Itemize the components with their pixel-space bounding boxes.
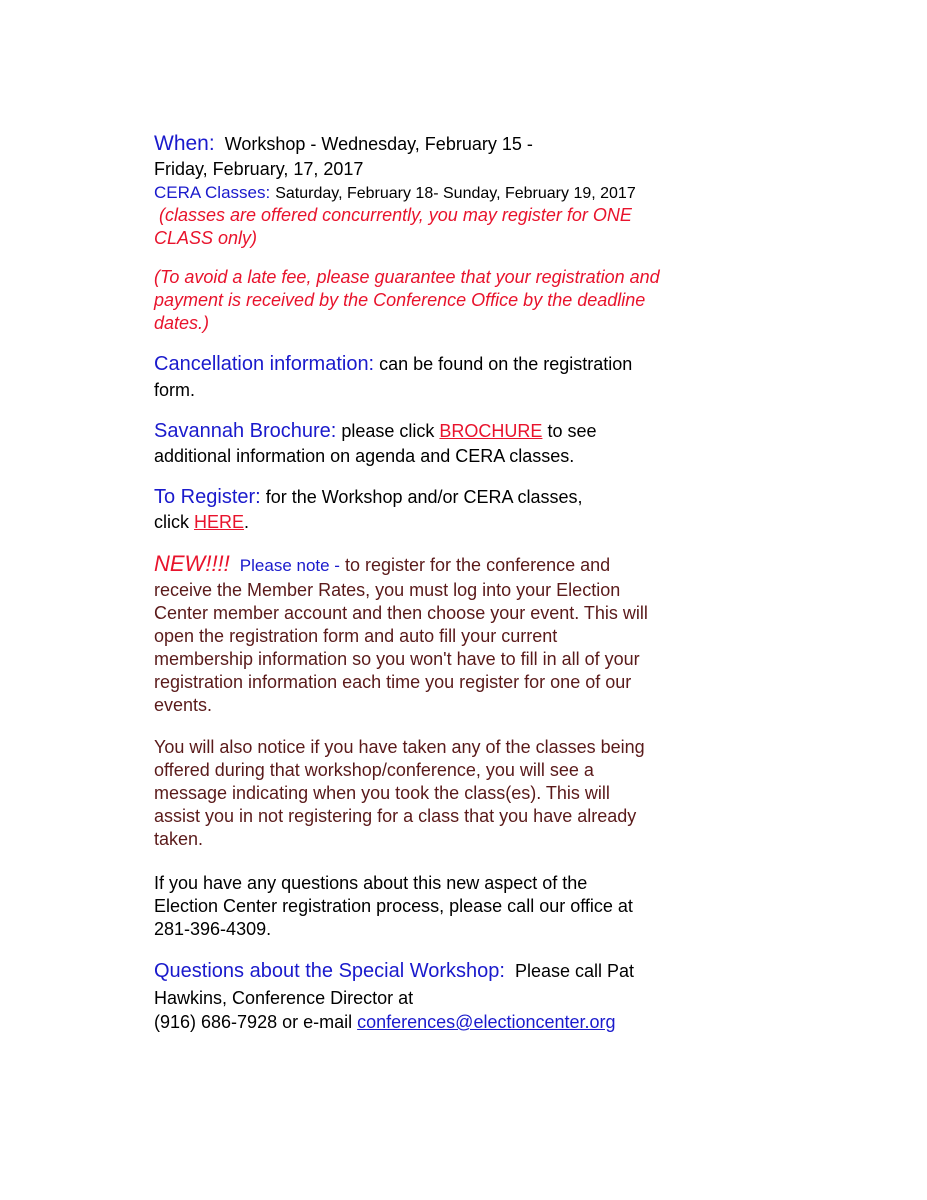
- register-period: .: [244, 512, 250, 532]
- when-line-2: Friday, February, 17, 2017: [154, 159, 364, 179]
- new-notice-text: to register for the conference and: [345, 555, 611, 575]
- new-notice-line-2: receive the Member Rates, you must log into your Election: [154, 580, 621, 600]
- new-notice-line-4: open the registration form and auto fill your current: [154, 626, 558, 646]
- classes-notice-line-1: You will also notice if you have taken any of the classes being: [154, 737, 645, 757]
- cancellation-line-1: [154, 353, 632, 376]
- cancellation-line-2: form.: [154, 380, 196, 400]
- register-heading: To Register:: [154, 486, 261, 508]
- late-fee-line-1: (To avoid a late fee, please guarantee that your registration and: [154, 267, 660, 287]
- register-line-1: [154, 486, 583, 509]
- register-click-text: click: [154, 512, 189, 532]
- classes-note-2: CLASS only): [154, 228, 258, 248]
- questions-new-line-3: 281-396-4309.: [154, 919, 272, 939]
- please-note-label: Please note -: [239, 556, 340, 575]
- brochure-post-link: to see: [547, 421, 597, 441]
- new-notice-line-7: events.: [154, 695, 213, 715]
- new-notice-line-6: registration information each time you register for one of our: [154, 672, 632, 692]
- classes-note-1: [154, 204, 632, 227]
- phone-text: (916) 686-7928 or e-mail: [154, 1012, 353, 1032]
- classes-note-text-1: (classes are offered concurrently, you may register for ONE: [159, 205, 632, 225]
- email-link[interactable]: conferences@electioncenter.org: [357, 1012, 616, 1032]
- questions-new-line-1: If you have any questions about this new aspect of the: [154, 873, 588, 893]
- cera-line: [154, 181, 636, 205]
- brochure-line-1: [154, 420, 597, 443]
- questions-workshop-line-3: [154, 1011, 616, 1034]
- late-fee-line-3: dates.): [154, 313, 210, 333]
- questions-new-line-2: Election Center registration process, please call our office at: [154, 896, 633, 916]
- brochure-line-2: additional information on agenda and CERA classes.: [154, 446, 575, 466]
- late-fee-line-2: payment is received by the Conference Office by the deadline: [154, 290, 646, 310]
- new-tag: NEW!!!!: [154, 551, 230, 576]
- questions-workshop-line-2: Hawkins, Conference Director at: [154, 988, 414, 1008]
- when-workshop-text: Workshop - Wednesday, February 15 -: [224, 134, 533, 154]
- when-line-1: [154, 132, 533, 156]
- cancellation-heading: Cancellation information:: [154, 353, 375, 375]
- cancellation-text: can be found on the registration: [379, 354, 633, 374]
- register-here-link[interactable]: HERE: [194, 512, 245, 532]
- classes-notice-line-4: assist you in not registering for a class that you have already: [154, 806, 637, 826]
- brochure-pre-link: please click: [341, 421, 435, 441]
- new-notice-line-3: Center member account and then choose your event. This will: [154, 603, 648, 623]
- classes-notice-line-2: offered during that workshop/conference, you will see a: [154, 760, 594, 780]
- cera-dates: Saturday, February 18- Sunday, February 19, 2017: [275, 185, 636, 202]
- cera-label: CERA Classes:: [154, 183, 271, 202]
- classes-notice-line-3: message indicating when you took the class(es). This will: [154, 783, 610, 803]
- when-heading: When:: [154, 132, 215, 155]
- new-notice-line-5: membership information so you won't have to fill in all of your: [154, 649, 640, 669]
- questions-workshop-line-1: [154, 960, 634, 983]
- register-text: for the Workshop and/or CERA classes,: [265, 487, 583, 507]
- brochure-link[interactable]: BROCHURE: [439, 421, 543, 441]
- new-notice-line-1: [154, 552, 610, 577]
- brochure-heading: Savannah Brochure:: [154, 420, 337, 442]
- register-line-2: [154, 511, 249, 534]
- questions-workshop-text: Please call Pat: [514, 961, 635, 981]
- questions-workshop-heading: Questions about the Special Workshop:: [154, 960, 505, 982]
- classes-notice-line-5: taken.: [154, 829, 204, 849]
